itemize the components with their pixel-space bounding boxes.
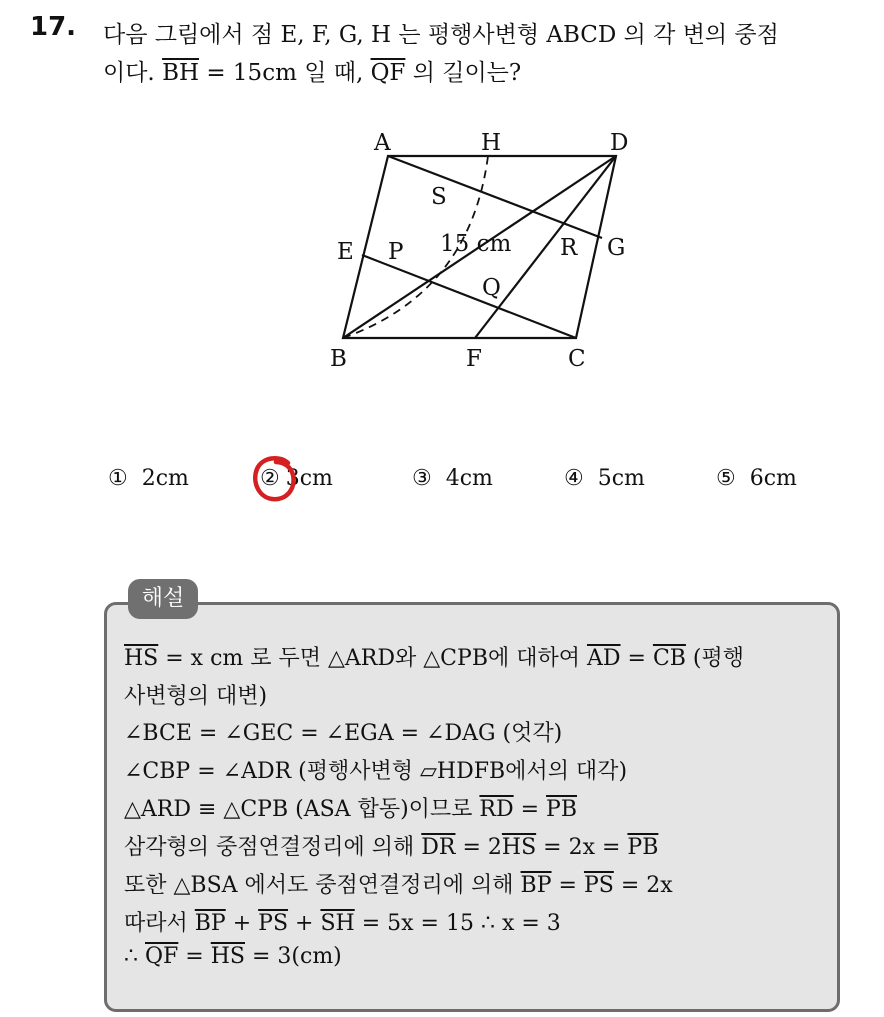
label-e: E [337, 239, 354, 265]
solution-line-6: 삼각형의 중점연결정리에 의해 $\overline{DR} = 2\overline{HS} = 2x = \overline{PB}$ [124, 835, 659, 860]
question-number: 17. [30, 12, 77, 42]
segment-qf: $\overline{QF}$ [370, 60, 406, 86]
segment-bh: $\overline{BH}$ [162, 60, 200, 86]
label-a: A [374, 130, 391, 156]
label-g: G [607, 235, 626, 261]
choice-1[interactable]: ① 2cm [108, 466, 189, 491]
question-text-line1: 다음 그림에서 점 E, F, G, H 는 평행사변형 ABCD 의 각 변의 중점 [103, 22, 779, 48]
parallelogram-figure [320, 118, 650, 378]
solution-line-4: ∠CBP = ∠ADR (평행사변형 ▱HDFB에서의 대각) [124, 759, 628, 784]
solution-line-1: $\overline{HS} = x$ cm 로 두면 △ARD와 △CPB에 대하여 $\overline{AD} = \overline{CB}$ (평행 [124, 646, 745, 671]
question-text-line2: 이다. $\overline{BH} = 15cm$ 일 때, $\overline{QF}$ 의 길이는? [103, 60, 522, 86]
solution-line-9: ∴ $\overline{QF} = \overline{HS} = 3(cm)$ [124, 944, 342, 969]
label-p: P [388, 239, 404, 265]
label-s: S [431, 184, 447, 210]
label-b: B [330, 346, 347, 372]
segment-ag [388, 156, 602, 238]
label-measure: 15 cm [440, 231, 512, 257]
choice-3[interactable]: ③ 4cm [412, 466, 493, 491]
solution-line-5: △ARD ≡ △CPB (ASA 합동)이므로 $\overline{RD} = \overline{PB}$ [124, 797, 578, 822]
solution-line-3: ∠BCE = ∠GEC = ∠EGA = ∠DAG (엇각) [124, 721, 563, 746]
solution-line-8: 따라서 $\overline{BP} + \overline{PS} + \overline{SH} = 5x = 15$ ∴ x = 3 [124, 911, 561, 936]
label-r: R [560, 235, 578, 261]
label-d: D [610, 130, 629, 156]
label-q: Q [482, 275, 501, 301]
choice-5[interactable]: ⑤ 6cm [716, 466, 797, 491]
answer-choices [108, 466, 808, 500]
choice-4[interactable]: ④ 5cm [564, 466, 645, 491]
solution-line-7: 또한 △BSA 에서도 중점연결정리에 의해 $\overline{BP} = \overline{PS} = 2x$ [124, 873, 673, 898]
label-h: H [481, 130, 502, 156]
segment-ec [362, 255, 576, 338]
choice-2[interactable]: ② 3cm [260, 466, 333, 491]
label-c: C [568, 346, 586, 372]
answer-mark-circle [250, 453, 300, 505]
solution-line-2: 사변형의 대변) [124, 684, 268, 709]
solution-tab: 해설 [128, 579, 198, 619]
label-f: F [466, 346, 482, 372]
